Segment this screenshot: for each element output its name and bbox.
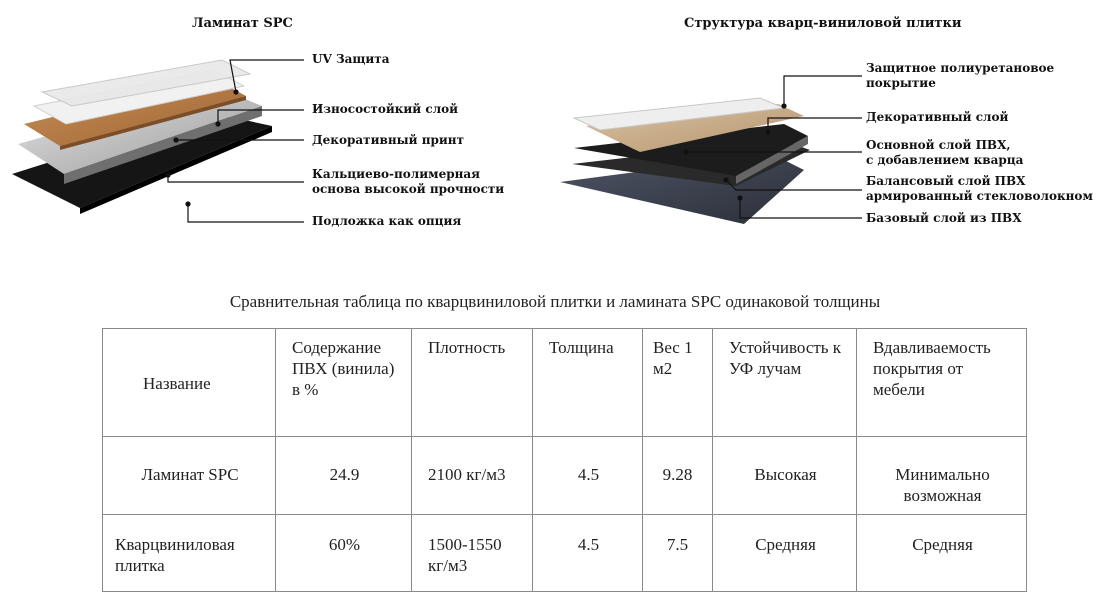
row1-dent: Минимально возможная [895, 465, 990, 505]
spc-label-underlay: Подложка как опция [312, 214, 462, 228]
vinyl-panel-title: Структура кварц-виниловой плитки [684, 16, 962, 31]
row2-name: Кварцвиниловая плитка [115, 535, 235, 575]
row1-weight: 9.28 [662, 465, 693, 484]
spc-label-wear: Износостойкий слой [312, 102, 459, 116]
header-dent: Вдавливаемость покрытия от мебели [873, 338, 991, 399]
table-cell [713, 515, 857, 592]
table-cell [857, 515, 1027, 592]
vinyl-layers [560, 98, 810, 224]
table-cell [533, 437, 643, 515]
table-cell [643, 515, 713, 592]
header-cell [643, 329, 713, 437]
row1-thickness: 4.5 [577, 465, 600, 484]
spc-label-core: Кальциево-полимерная основа высокой прочности [312, 167, 505, 196]
row1-density: 2100 кг/м3 [428, 465, 506, 484]
header-cell [412, 329, 533, 437]
table-cell [643, 437, 713, 515]
header-weight: Вес 1 м2 [653, 338, 693, 378]
table-row [103, 515, 1027, 592]
vinyl-label-balance: Балансовый слой ПВХ армированный стекловолокном [866, 174, 1093, 203]
header-uv: Устойчивость к УФ лучам [729, 338, 842, 378]
table-cell [533, 515, 643, 592]
row2-uv: Средняя [755, 535, 816, 554]
table-row [103, 437, 1027, 515]
table-cell [276, 515, 412, 592]
spc-label-uv: UV Защита [312, 52, 390, 66]
header-cell [533, 329, 643, 437]
table-cell [713, 437, 857, 515]
table-caption: Сравнительная таблица по кварцвиниловой плитки и ламината SPC одинаковой толщины [229, 292, 881, 311]
row2-thickness: 4.5 [577, 535, 600, 554]
table-cell [276, 437, 412, 515]
header-density: Плотность [428, 338, 506, 357]
row2-pvc: 60% [328, 535, 361, 554]
row2-weight: 7.5 [666, 535, 689, 554]
table-cell [103, 515, 276, 592]
header-name: Название [143, 374, 211, 393]
row2-density: 1500-1550 кг/м3 [428, 535, 502, 575]
header-pvc: Содержание ПВХ (винила) в % [292, 338, 395, 399]
table-cell [857, 437, 1027, 515]
table-header-row [103, 329, 1027, 437]
header-cell [276, 329, 412, 437]
table-cell [412, 437, 533, 515]
table-cell [103, 437, 276, 515]
header-cell [713, 329, 857, 437]
row1-uv: Высокая [754, 465, 817, 484]
spc-label-decor: Декоративный принт [312, 133, 464, 147]
vinyl-label-decor: Декоративный слой [866, 110, 1009, 124]
spc-layers [12, 60, 272, 214]
vinyl-label-base: Базовый слой из ПВХ [866, 211, 1022, 225]
row2-dent: Средняя [912, 535, 973, 554]
header-cell [857, 329, 1027, 437]
vinyl-label-core: Основной слой ПВХ, с добавлением кварца [866, 138, 1024, 167]
spc-panel-title: Ламинат SPC [192, 16, 293, 31]
row1-name: Ламинат SPC [141, 465, 239, 484]
header-thickness: Толщина [549, 338, 614, 357]
table-cell [412, 515, 533, 592]
comparison-table [102, 328, 1027, 592]
vinyl-label-pu: Защитное полиуретановое покрытие [866, 61, 1055, 90]
header-cell [103, 329, 276, 437]
row1-pvc: 24.9 [329, 465, 360, 484]
